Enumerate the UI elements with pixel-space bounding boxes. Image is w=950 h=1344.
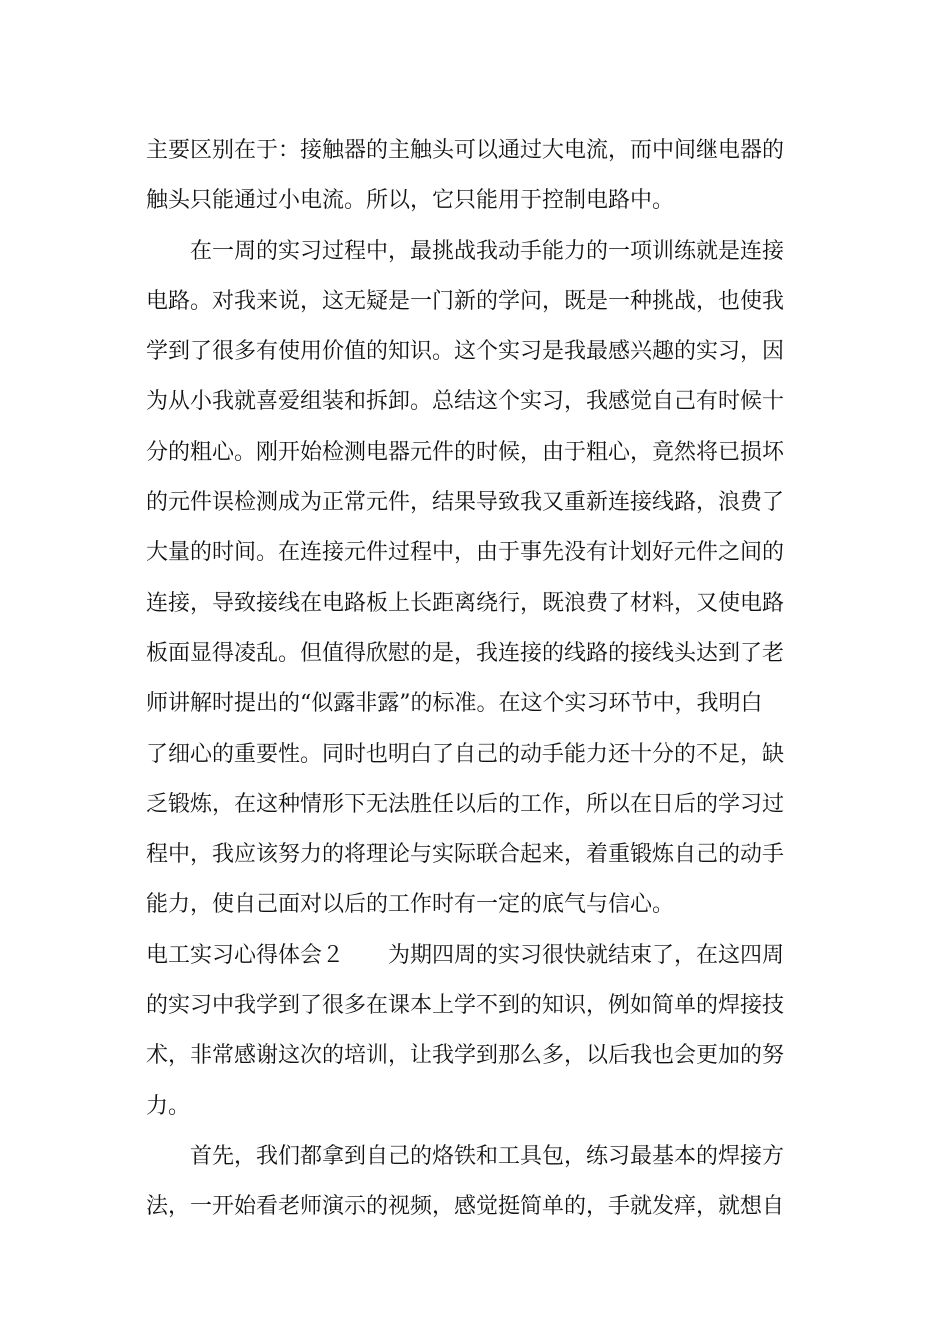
text-line: 触头只能通过小电流。所以，它只能用于控制电路中。 — [146, 188, 675, 214]
text-line: 板面显得凌乱。但值得欣慰的是，我连接的线路的接线头达到了老 — [146, 640, 785, 666]
text-line: 师讲解时提出的“似露非露”的标准。在这个实习环节中，我明白 — [146, 691, 763, 717]
text-line: 大量的时间。在连接元件过程中，由于事先没有计划好元件之间的 — [146, 540, 785, 566]
text-line: 分的粗心。刚开始检测电器元件的时候，由于粗心，竟然将已损坏 — [146, 439, 785, 465]
text-line: 电路。对我来说，这无疑是一门新的学问，既是一种挑战，也使我 — [146, 288, 785, 314]
text-line: 术，非常感谢这次的培训，让我学到那么多，以后我也会更加的努 — [146, 1043, 785, 1069]
text-line: 为从小我就喜爱组装和拆卸。总结这个实习，我感觉自己有时候十 — [146, 389, 785, 415]
text-line: 力。 — [146, 1093, 191, 1119]
text-line: 学到了很多有使用价值的知识。这个实习是我最感兴趣的实习，因 — [146, 339, 785, 365]
text-line: 主要区别在于：接触器的主触头可以通过大电流，而中间继电器的 — [146, 138, 785, 163]
text-line: 在一周的实习过程中，最挑战我动手能力的一项训练就是连接 — [146, 238, 785, 264]
text-line: 的实习中我学到了很多在课本上学不到的知识，例如简单的焊接技 — [146, 993, 785, 1019]
text-line: 程中，我应该努力的将理论与实际联合起来，着重锻炼自己的动手 — [146, 842, 785, 868]
text-line: 法，一开始看老师演示的视频，感觉挺简单的，手就发痒，就想自 — [146, 1194, 785, 1220]
text-line: 了细心的重要性。同时也明白了自己的动手能力还十分的不足，缺 — [146, 741, 785, 767]
text-line: 连接，导致接线在电路板上长距离绕行，既浪费了材料，又使电路 — [146, 590, 785, 616]
text-line: 乏锻炼，在这种情形下无法胜任以后的工作，所以在日后的学习过 — [146, 791, 785, 817]
text-line: 的元件误检测成为正常元件，结果导致我又重新连接线路，浪费了 — [146, 490, 785, 516]
section-heading-line: 电工实习心得体会２ 为期四周的实习很快就结束了，在这四周 — [146, 942, 785, 968]
text-line: 能力，使自己面对以后的工作时有一定的底气与信心。 — [146, 892, 675, 918]
document-body — [146, 126, 812, 1233]
text-line: 首先，我们都拿到自己的烙铁和工具包，练习最基本的焊接方 — [146, 1143, 785, 1169]
